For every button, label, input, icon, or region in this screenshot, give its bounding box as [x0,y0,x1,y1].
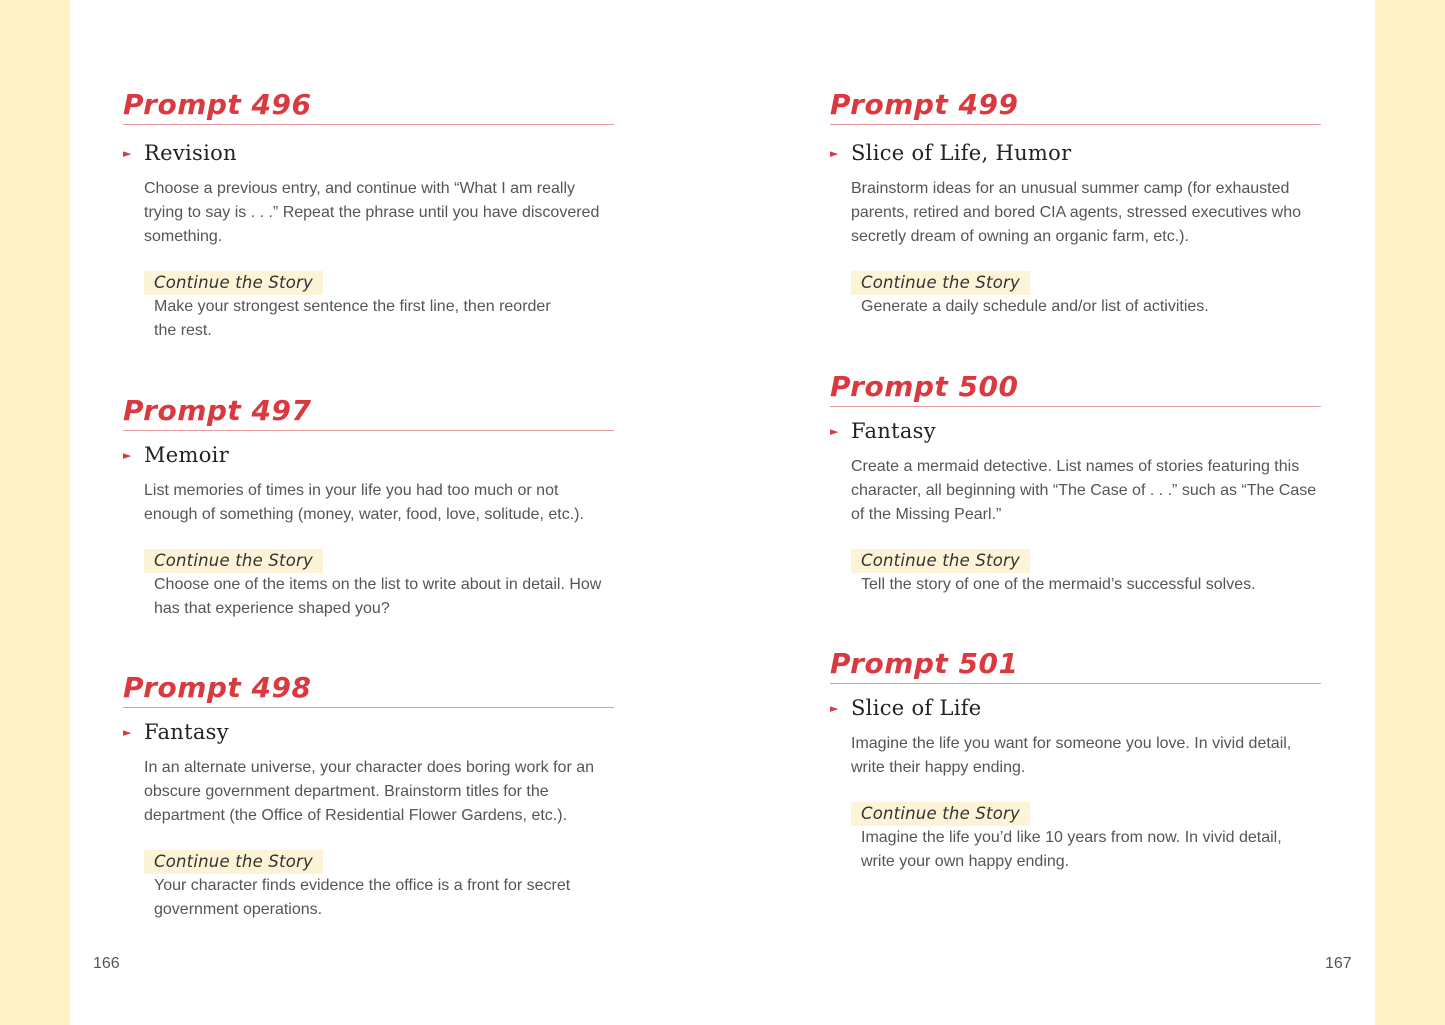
right-triangle-icon: ► [830,147,839,160]
continue-text: Tell the story of one of the mermaid’s successful solves. [861,576,1256,593]
prompt-body: Create a mermaid detective. List names of stories featuring this character, all beginning with “The Case of . . .” such as “The Case of the Missing Pearl.” [851,458,1317,523]
genre-heading [830,139,1321,167]
left-page-edge [0,0,70,1025]
right-triangle-icon: ► [123,147,132,160]
prompt-title: Prompt 501 [830,647,1019,680]
genre-heading [830,417,1321,445]
continue-the-story [144,850,614,922]
title-rule [123,707,614,708]
prompt-title: Prompt 498 [123,671,312,704]
continue-the-story [851,549,1321,597]
continue-label: Continue the Story [851,549,1030,573]
prompt-497 [123,392,614,621]
prompt-title: Prompt 500 [830,370,1019,403]
prompt-498 [123,669,614,922]
prompt-title: Prompt 496 [123,88,312,121]
continue-text: Make your strongest sentence the first line, then reorder the rest. [154,298,551,339]
prompt-body: In an alternate universe, your character does boring work for an obscure government department. Brainstorm titles for the department (the Office of Residential Flower Gardens, etc.). [144,759,595,824]
right-page-edge [1375,0,1445,1025]
continue-label: Continue the Story [144,850,323,874]
genre-heading [123,718,614,746]
prompt-title: Prompt 499 [830,88,1019,121]
right-triangle-icon: ► [123,449,132,462]
genre-heading [123,139,614,167]
prompt-499 [830,86,1321,319]
title-rule [830,124,1321,125]
prompt-body: Choose a previous entry, and continue with “What I am really trying to say is . . .” Repeat the phrase until you have discovered something. [144,180,600,245]
continue-the-story [851,802,1321,874]
continue-label: Continue the Story [851,802,1030,826]
prompt-body: List memories of times in your life you had too much or not enough of something (money, water, food, love, solitude, etc.). [144,482,584,523]
continue-text: Your character finds evidence the office is a front for secret government operations. [154,877,571,918]
genre-label: Fantasy [144,720,229,744]
continue-the-story [144,549,614,621]
continue-label: Continue the Story [144,549,323,573]
prompt-500 [830,368,1321,597]
genre-label: Slice of Life, Humor [851,141,1072,165]
genre-label: Slice of Life [851,696,982,720]
genre-heading [830,694,1321,722]
continue-text: Generate a daily schedule and/or list of activities. [861,298,1209,315]
genre-label: Memoir [144,443,230,467]
continue-label: Continue the Story [144,271,323,295]
continue-the-story [144,271,614,343]
prompt-body: Imagine the life you want for someone you love. In vivid detail, write their happy ending. [851,735,1292,776]
right-triangle-icon: ► [830,702,839,715]
title-rule [830,683,1321,684]
continue-text: Imagine the life you’d like 10 years from now. In vivid detail, write your own happy ending. [861,829,1282,870]
prompt-501 [830,645,1321,874]
continue-label: Continue the Story [851,271,1030,295]
page-number-left: 166 [93,955,120,972]
genre-heading [123,441,614,469]
genre-label: Revision [144,141,237,165]
title-rule [830,406,1321,407]
page-number-right: 167 [1325,955,1352,972]
right-triangle-icon: ► [830,425,839,438]
prompt-body: Brainstorm ideas for an unusual summer camp (for exhausted parents, retired and bored CIA agents, stressed executives who secretly dream of owning an organic farm, etc.). [851,180,1302,245]
prompt-title: Prompt 497 [123,394,312,427]
continue-the-story [851,271,1321,319]
right-triangle-icon: ► [123,726,132,739]
title-rule [123,124,614,125]
title-rule [123,430,614,431]
continue-text: Choose one of the items on the list to write about in detail. How has that experience shaped you? [154,576,602,617]
prompt-496 [123,86,614,343]
genre-label: Fantasy [851,419,936,443]
